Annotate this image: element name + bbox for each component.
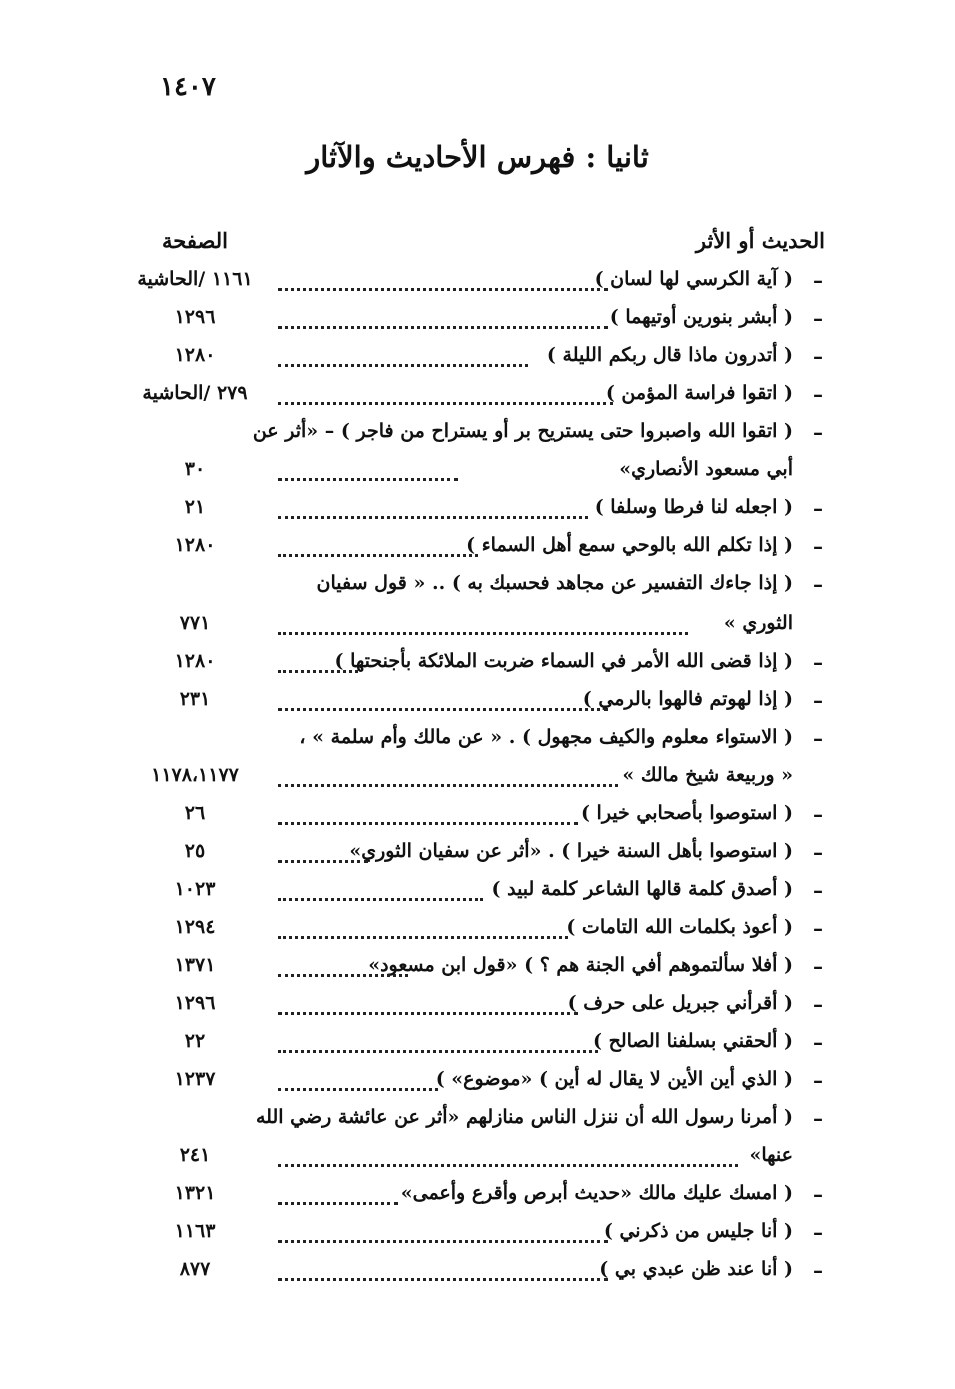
entry-text: عنها» — [749, 1144, 793, 1166]
entry-dash: – — [813, 1220, 823, 1244]
entry-text: ( أصدق كلمة قالها الشاعر كلمة لبيد ) — [491, 878, 793, 900]
dot-leader — [278, 544, 478, 557]
index-entry — [0, 268, 955, 300]
entry-dash: – — [813, 954, 823, 978]
dot-leader — [278, 660, 358, 673]
entry-dash: – — [813, 726, 823, 750]
column-header-hadith: الحديث أو الأثر — [695, 228, 825, 253]
dot-leader — [278, 888, 483, 901]
entry-dash: – — [813, 1258, 823, 1282]
entry-text: ( أعوذ بكلمات الله التامات ) — [566, 916, 793, 938]
entry-text: ( اتقوا الله واصبروا حتى يستريح بر أو يستراح من فاجر ) – «أثر عن — [252, 420, 793, 442]
entry-page-number: ٢٦ — [184, 802, 206, 824]
entry-text: ( إذا جاءك التفسير عن مجاهد فحسبك به ) .. « قول سفيان — [316, 572, 793, 594]
entry-page-number: ٢١ — [184, 496, 206, 518]
entry-page-number: ٣٠ — [184, 458, 206, 480]
dot-leader — [278, 392, 613, 405]
index-entry — [0, 688, 955, 720]
index-entry — [0, 1182, 955, 1214]
entry-page-number: ٢٧٩ /الحاشية — [142, 382, 248, 404]
dot-leader — [278, 1230, 608, 1243]
entry-dash: – — [813, 344, 823, 368]
dot-leader — [278, 354, 528, 367]
index-entry — [0, 726, 955, 758]
dot-leader — [278, 1268, 608, 1281]
entry-page-number: ٢٣١ — [179, 688, 211, 710]
entry-page-number: ٢٢ — [184, 1030, 206, 1052]
index-entry — [0, 878, 955, 910]
page-number: ١٤٠٧ — [160, 72, 216, 102]
entry-dash: – — [813, 572, 823, 596]
entry-page-number: ١٢٨٠ — [174, 344, 216, 366]
entry-text: ( اتقوا فراسة المؤمن ) — [605, 382, 793, 404]
entry-text: ( إذا قضى الله الأمر في السماء ضربت الملائكة بأجنحتها ) — [334, 650, 793, 672]
entry-text: ( استوصوا بأصحابي خيرا ) — [580, 802, 793, 824]
entry-text: ( إذا تكلم الله بالوحي سمع أهل السماء ) — [466, 534, 793, 556]
entry-dash: – — [813, 306, 823, 330]
entry-text: ( أقرأني جبريل على حرف ) — [567, 992, 793, 1014]
index-entry — [0, 1144, 955, 1176]
entry-text: الثوري » — [723, 612, 793, 634]
entry-dash: – — [813, 992, 823, 1016]
entry-dash: – — [813, 802, 823, 826]
dot-leader — [278, 468, 458, 481]
entry-text: ( أمرنا رسول الله أن ننزل الناس منازلهم «أثر عن عائشة رضي الله — [255, 1106, 793, 1128]
index-entry — [0, 572, 955, 604]
entry-dash: – — [813, 1106, 823, 1130]
entry-page-number: ١٠٢٣ — [174, 878, 216, 900]
entry-dash: – — [813, 650, 823, 674]
entry-page-number: ١١٦٣ — [174, 1220, 216, 1242]
index-entry — [0, 344, 955, 376]
entry-page-number: ١٣٢١ — [174, 1182, 216, 1204]
index-entry — [0, 764, 955, 796]
entry-dash: – — [813, 496, 823, 520]
dot-leader — [278, 1154, 738, 1167]
column-header-page: الصفحة — [162, 228, 228, 253]
dot-leader — [278, 316, 608, 329]
dot-leader — [278, 774, 618, 787]
index-entry — [0, 382, 955, 414]
index-entry — [0, 916, 955, 948]
index-entry — [0, 1068, 955, 1100]
dot-leader — [278, 850, 368, 863]
entry-text: ( اجعله لنا فرطا وسلفا ) — [594, 496, 793, 518]
entry-page-number: ٢٥ — [184, 840, 206, 862]
index-entry — [0, 420, 955, 452]
entry-page-number: ١٢٨٠ — [174, 534, 216, 556]
entry-dash: – — [813, 840, 823, 864]
index-entry — [0, 1220, 955, 1252]
dot-leader — [278, 1002, 578, 1015]
dot-leader — [278, 278, 608, 291]
index-entry — [0, 1258, 955, 1290]
entry-page-number: ١١٧٨،١١٧٧ — [151, 764, 239, 786]
entry-page-number: ١٢٨٠ — [174, 650, 216, 672]
dot-leader — [278, 698, 608, 711]
entry-dash: – — [813, 382, 823, 406]
index-entry — [0, 612, 955, 644]
index-entry — [0, 1030, 955, 1062]
entry-text: ( إذا لهوتم فالهوا بالرمي ) — [582, 688, 793, 710]
entry-dash: – — [813, 420, 823, 444]
entry-page-number: ١٢٩٦ — [174, 992, 216, 1014]
entry-dash: – — [813, 1030, 823, 1054]
index-entry — [0, 306, 955, 338]
entry-dash: – — [813, 688, 823, 712]
index-entry — [0, 1106, 955, 1138]
entry-dash: – — [813, 916, 823, 940]
entry-text: ( استوصوا بأهل السنة خيرا ) . «أثر عن سفيان الثوري» — [349, 840, 793, 862]
dot-leader — [278, 812, 578, 825]
entry-text: ( أنا عند ظن عبدي بي ) — [599, 1258, 793, 1280]
dot-leader — [278, 1192, 398, 1205]
dot-leader — [278, 506, 588, 519]
dot-leader — [278, 622, 688, 635]
index-entry — [0, 992, 955, 1024]
entry-dash: – — [813, 534, 823, 558]
entry-text: ( آية الكرسي لها لسان ) — [594, 268, 793, 290]
entry-text: ( ألحقني بسلفنا الصالح ) — [592, 1030, 793, 1052]
dot-leader — [278, 1078, 438, 1091]
entry-text: ( امسك عليك مالك «حديث أبرص وأقرع وأعمى» — [400, 1182, 793, 1204]
entry-dash: – — [813, 878, 823, 902]
entry-page-number: ٨٧٧ — [179, 1258, 211, 1280]
index-entry — [0, 840, 955, 872]
entry-text: ( الذي أين الأين لا يقال له أين ) «موضوع» ) — [435, 1068, 793, 1090]
entry-text: ( أفلا سألتموهم أفي الجنة هم ؟ ) «قول ابن مسعود» — [368, 954, 793, 976]
index-entry — [0, 650, 955, 682]
entry-text: « وربيعة شيخ مالك » — [622, 764, 793, 786]
entry-dash: – — [813, 1182, 823, 1206]
entry-dash: – — [813, 268, 823, 292]
index-entry — [0, 496, 955, 528]
index-entry — [0, 954, 955, 986]
entry-text: ( الاستواء معلوم والكيف مجهول ) . « عن مالك وأم سلمة » ، — [299, 726, 793, 748]
entry-page-number: ١٣٧١ — [174, 954, 216, 976]
entry-text: ( أنا جليس من ذكرني ) — [603, 1220, 793, 1242]
page-title: ثانيا : فهرس الأحاديث والآثار — [306, 140, 649, 174]
entry-text: أبي مسعود الأنصاري» — [619, 458, 793, 480]
entry-dash: – — [813, 1068, 823, 1092]
index-entry — [0, 458, 955, 490]
entry-page-number: ١٢٩٦ — [174, 306, 216, 328]
entry-page-number: ٢٤١ — [179, 1144, 211, 1166]
entry-text: ( أبشر بنورين أوتيهما ) — [609, 306, 793, 328]
entry-page-number: ٧٧١ — [179, 612, 211, 634]
index-entry — [0, 534, 955, 566]
entry-text: ( أتدرون ماذا قال ربكم الليلة ) — [546, 344, 793, 366]
dot-leader — [278, 926, 568, 939]
index-entry — [0, 802, 955, 834]
entry-page-number: ١١٦١ /الحاشية — [137, 268, 253, 290]
dot-leader — [278, 964, 408, 977]
entry-page-number: ١٢٣٧ — [174, 1068, 216, 1090]
entry-page-number: ١٢٩٤ — [174, 916, 216, 938]
dot-leader — [278, 1040, 598, 1053]
